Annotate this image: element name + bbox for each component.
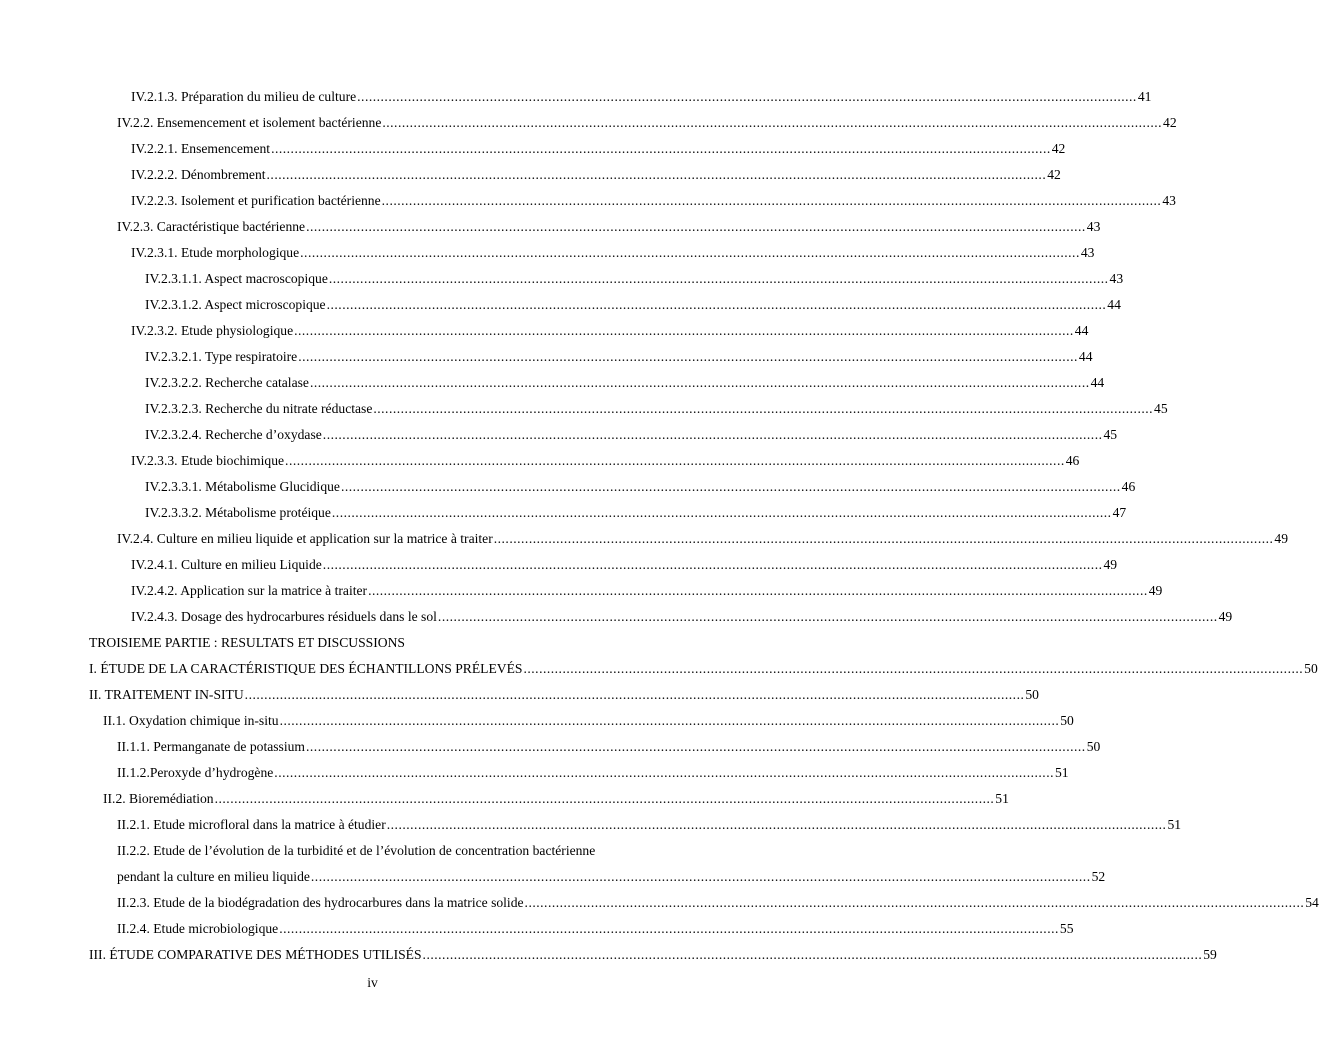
toc-entry[interactable] <box>0 760 1069 786</box>
dot-leader: ........................................................................................................................................................................................................ <box>437 609 1218 624</box>
toc-entry-label: I. ÉTUDE DE LA CARACTÉRISTIQUE DES ÉCHANTILLONS PRÉLEVÉS <box>89 661 523 676</box>
dot-leader: ........................................................................................................................................................................................................ <box>524 895 1305 910</box>
toc-entry-label: II.1. Oxydation chimique in-situ <box>103 713 279 728</box>
dot-leader: ........................................................................................................................................................................................................ <box>266 167 1047 182</box>
toc-entry-label: IV.2.3.2.2. Recherche catalase <box>145 375 309 390</box>
dot-leader: ........................................................................................................................................................................................................ <box>326 297 1107 312</box>
dot-leader: ........................................................................................................................................................................................................ <box>357 89 1137 104</box>
toc-entry-label: II.2.1. Etude microfloral dans la matrice à étudier <box>117 817 386 832</box>
toc-entry-page: 44 <box>1074 323 1089 338</box>
toc-entry[interactable] <box>0 474 1136 500</box>
toc-entry-page: 47 <box>1112 505 1127 520</box>
toc-entry-label: IV.2.3.2. Etude physiologique <box>131 323 294 338</box>
dot-leader: ........................................................................................................................................................................................................ <box>322 427 1103 442</box>
toc-entry-page: 50 <box>1304 661 1318 676</box>
toc-entry-page: 50 <box>1086 739 1101 754</box>
toc-entry-page: 44 <box>1107 297 1121 312</box>
toc-entry-page: 49 <box>1148 583 1163 598</box>
dot-leader: ........................................................................................................................................................................................................ <box>285 453 1065 468</box>
toc-entry-page: 50 <box>1025 687 1039 702</box>
dot-leader: ........................................................................................................................................................................................................ <box>322 557 1103 572</box>
toc-entry-page: 46 <box>1065 453 1080 468</box>
toc-entry-page: 54 <box>1305 895 1319 910</box>
toc-entry[interactable] <box>0 214 1101 240</box>
toc-entry[interactable] <box>0 292 1121 318</box>
toc-entry-page: 44 <box>1090 375 1105 390</box>
dot-leader: ........................................................................................................................................................................................................ <box>373 401 1154 416</box>
toc-entry-label: IV.2.4.1. Culture en milieu Liquide <box>131 557 322 572</box>
dot-leader: ........................................................................................................................................................................................................ <box>300 245 1080 260</box>
toc-entry-page: 50 <box>1060 713 1074 728</box>
toc-entry-label: IV.2.2.3. Isolement et purification bactérienne <box>131 193 381 208</box>
toc-entry-label: II.1.1. Permanganate de potassium <box>117 739 305 754</box>
toc-entry-page: 42 <box>1051 141 1066 156</box>
toc-entry[interactable] <box>0 370 1105 396</box>
table-of-contents <box>0 84 1319 968</box>
toc-entry[interactable] <box>0 188 1176 214</box>
toc-entry-label: IV.2.4.2. Application sur la matrice à traiter <box>131 583 368 598</box>
toc-entry[interactable] <box>0 136 1066 162</box>
toc-entry[interactable] <box>0 890 1319 916</box>
dot-leader: ........................................................................................................................................................................................................ <box>310 869 1091 884</box>
toc-entry[interactable] <box>0 552 1118 578</box>
dot-leader: ........................................................................................................................................................................................................ <box>244 687 1025 702</box>
toc-entry[interactable] <box>0 396 1168 422</box>
dot-leader: ........................................................................................................................................................................................................ <box>422 947 1203 962</box>
toc-entry-page: 51 <box>1167 817 1182 832</box>
toc-entry-label: II. TRAITEMENT IN-SITU <box>89 687 244 702</box>
toc-entry-page: 43 <box>1109 271 1124 286</box>
toc-entry-label: IV.2.3.3.2. Métabolisme protéique <box>145 505 331 520</box>
toc-entry-label: II.2.3. Etude de la biodégradation des hydrocarbures dans la matrice solide <box>117 895 524 910</box>
toc-entry-page: 43 <box>1162 193 1176 208</box>
toc-entry-page: 49 <box>1274 531 1289 546</box>
toc-entry-label: IV.2.2.2. Dénombrement <box>131 167 266 182</box>
toc-entry-label: IV.2.2. Ensemencement et isolement bactérienne <box>117 115 382 130</box>
dot-leader: ........................................................................................................................................................................................................ <box>214 791 995 806</box>
toc-entry-label: IV.2.3.2.3. Recherche du nitrate réductase <box>145 401 373 416</box>
toc-entry-label: IV.2.3. Caractéristique bactérienne <box>117 219 306 234</box>
dot-leader: ........................................................................................................................................................................................................ <box>271 141 1051 156</box>
toc-entry[interactable] <box>0 448 1080 474</box>
toc-entry[interactable] <box>0 942 1217 968</box>
toc-entry-page: 42 <box>1163 115 1177 130</box>
toc-entry[interactable] <box>0 240 1095 266</box>
toc-entry-label: IV.2.3.2.4. Recherche d’oxydase <box>145 427 322 442</box>
toc-entry-label: II.2. Bioremédiation <box>103 791 214 806</box>
toc-entry-label: IV.2.3.3. Etude biochimique <box>131 453 285 468</box>
toc-entry-label: IV.2.3.3.1. Métabolisme Glucidique <box>145 479 340 494</box>
toc-entry-page: 55 <box>1059 921 1074 936</box>
toc-entry[interactable] <box>0 84 1152 110</box>
toc-entry[interactable] <box>0 916 1074 942</box>
dot-leader: ........................................................................................................................................................................................................ <box>298 349 1078 364</box>
toc-entry-label: IV.2.2.1. Ensemencement <box>131 141 271 156</box>
toc-entry-page: 42 <box>1047 167 1061 182</box>
dot-leader: ........................................................................................................................................................................................................ <box>306 219 1086 234</box>
dot-leader: ........................................................................................................................................................................................................ <box>368 583 1148 598</box>
toc-entry-label: II.2.4. Etude microbiologique <box>117 921 279 936</box>
toc-entry[interactable] <box>0 786 1009 812</box>
toc-entry-label: TROISIEME PARTIE : RESULTATS ET DISCUSSIONS <box>89 635 405 650</box>
dot-leader: ........................................................................................................................................................................................................ <box>381 193 1162 208</box>
toc-entry[interactable] <box>0 526 1289 552</box>
toc-entry-page: 45 <box>1103 427 1118 442</box>
toc-entry-label: II.1.2.Peroxyde d’hydrogène <box>117 765 274 780</box>
toc-entry-label: IV.2.3.1.2. Aspect microscopique <box>145 297 326 312</box>
toc-entry[interactable] <box>0 266 1124 292</box>
toc-entry[interactable] <box>0 708 1074 734</box>
toc-entry-label: IV.2.3.1. Etude morphologique <box>131 245 300 260</box>
dot-leader: ........................................................................................................................................................................................................ <box>328 271 1109 286</box>
toc-entry[interactable] <box>0 318 1089 344</box>
dot-leader: ........................................................................................................................................................................................................ <box>340 479 1121 494</box>
toc-entry-page: 46 <box>1121 479 1136 494</box>
toc-entry-page: 49 <box>1218 609 1233 624</box>
toc-entry-page: 41 <box>1137 89 1152 104</box>
toc-entry-label: III. ÉTUDE COMPARATIVE DES MÉTHODES UTILISÉS <box>89 947 422 962</box>
toc-entry-label: II.2.2. Etude de l’évolution de la turbidité et de l’évolution de concentration bactérienne <box>117 843 596 858</box>
page-number: iv <box>367 975 378 990</box>
dot-leader: ........................................................................................................................................................................................................ <box>279 921 1059 936</box>
dot-leader: ........................................................................................................................................................................................................ <box>294 323 1074 338</box>
toc-entry-page: 59 <box>1203 947 1217 962</box>
dot-leader: ........................................................................................................................................................................................................ <box>523 661 1304 676</box>
toc-entry-label: IV.2.1.3. Préparation du milieu de culture <box>131 89 357 104</box>
dot-leader: ........................................................................................................................................................................................................ <box>386 817 1167 832</box>
toc-entry[interactable] <box>0 422 1118 448</box>
toc-entry-label: pendant la culture en milieu liquide <box>117 869 310 884</box>
toc-entry-page: 45 <box>1154 401 1168 416</box>
toc-entry-page: 52 <box>1091 869 1106 884</box>
toc-entry[interactable] <box>0 604 1233 630</box>
dot-leader: ........................................................................................................................................................................................................ <box>382 115 1163 130</box>
toc-entry-wrapped-continuation[interactable] <box>0 864 1106 890</box>
toc-entry[interactable] <box>0 656 1318 682</box>
toc-entry[interactable] <box>0 734 1101 760</box>
toc-entry-label: IV.2.4. Culture en milieu liquide et application sur la matrice à traiter <box>117 531 493 546</box>
dot-leader: ........................................................................................................................................................................................................ <box>274 765 1054 780</box>
toc-entry[interactable] <box>0 812 1182 838</box>
toc-entry-page: 51 <box>995 791 1009 806</box>
dot-leader: ........................................................................................................................................................................................................ <box>306 739 1086 754</box>
toc-entry-page: 44 <box>1078 349 1093 364</box>
toc-entry-page: 43 <box>1080 245 1095 260</box>
dot-leader: ........................................................................................................................................................................................................ <box>331 505 1112 520</box>
toc-entry[interactable] <box>0 162 1061 188</box>
toc-entry-label: IV.2.3.2.1. Type respiratoire <box>145 349 298 364</box>
toc-part-heading[interactable] <box>0 630 745 656</box>
toc-entry[interactable] <box>0 578 1163 604</box>
toc-entry-page: 49 <box>1103 557 1118 572</box>
toc-entry[interactable] <box>0 110 1177 136</box>
dot-leader: ........................................................................................................................................................................................................ <box>493 531 1274 546</box>
dot-leader: ........................................................................................................................................................................................................ <box>279 713 1060 728</box>
toc-entry[interactable] <box>0 344 1093 370</box>
toc-entry-page: 51 <box>1054 765 1069 780</box>
toc-entry-label: IV.2.4.3. Dosage des hydrocarbures résiduels dans le sol <box>131 609 437 624</box>
toc-entry-page: 43 <box>1086 219 1101 234</box>
toc-entry[interactable] <box>0 682 1039 708</box>
toc-entry-wrapped-first-line[interactable] <box>0 838 745 864</box>
dot-leader: ........................................................................................................................................................................................................ <box>309 375 1090 390</box>
toc-entry-label: IV.2.3.1.1. Aspect macroscopique <box>145 271 328 286</box>
toc-entry[interactable] <box>0 500 1127 526</box>
